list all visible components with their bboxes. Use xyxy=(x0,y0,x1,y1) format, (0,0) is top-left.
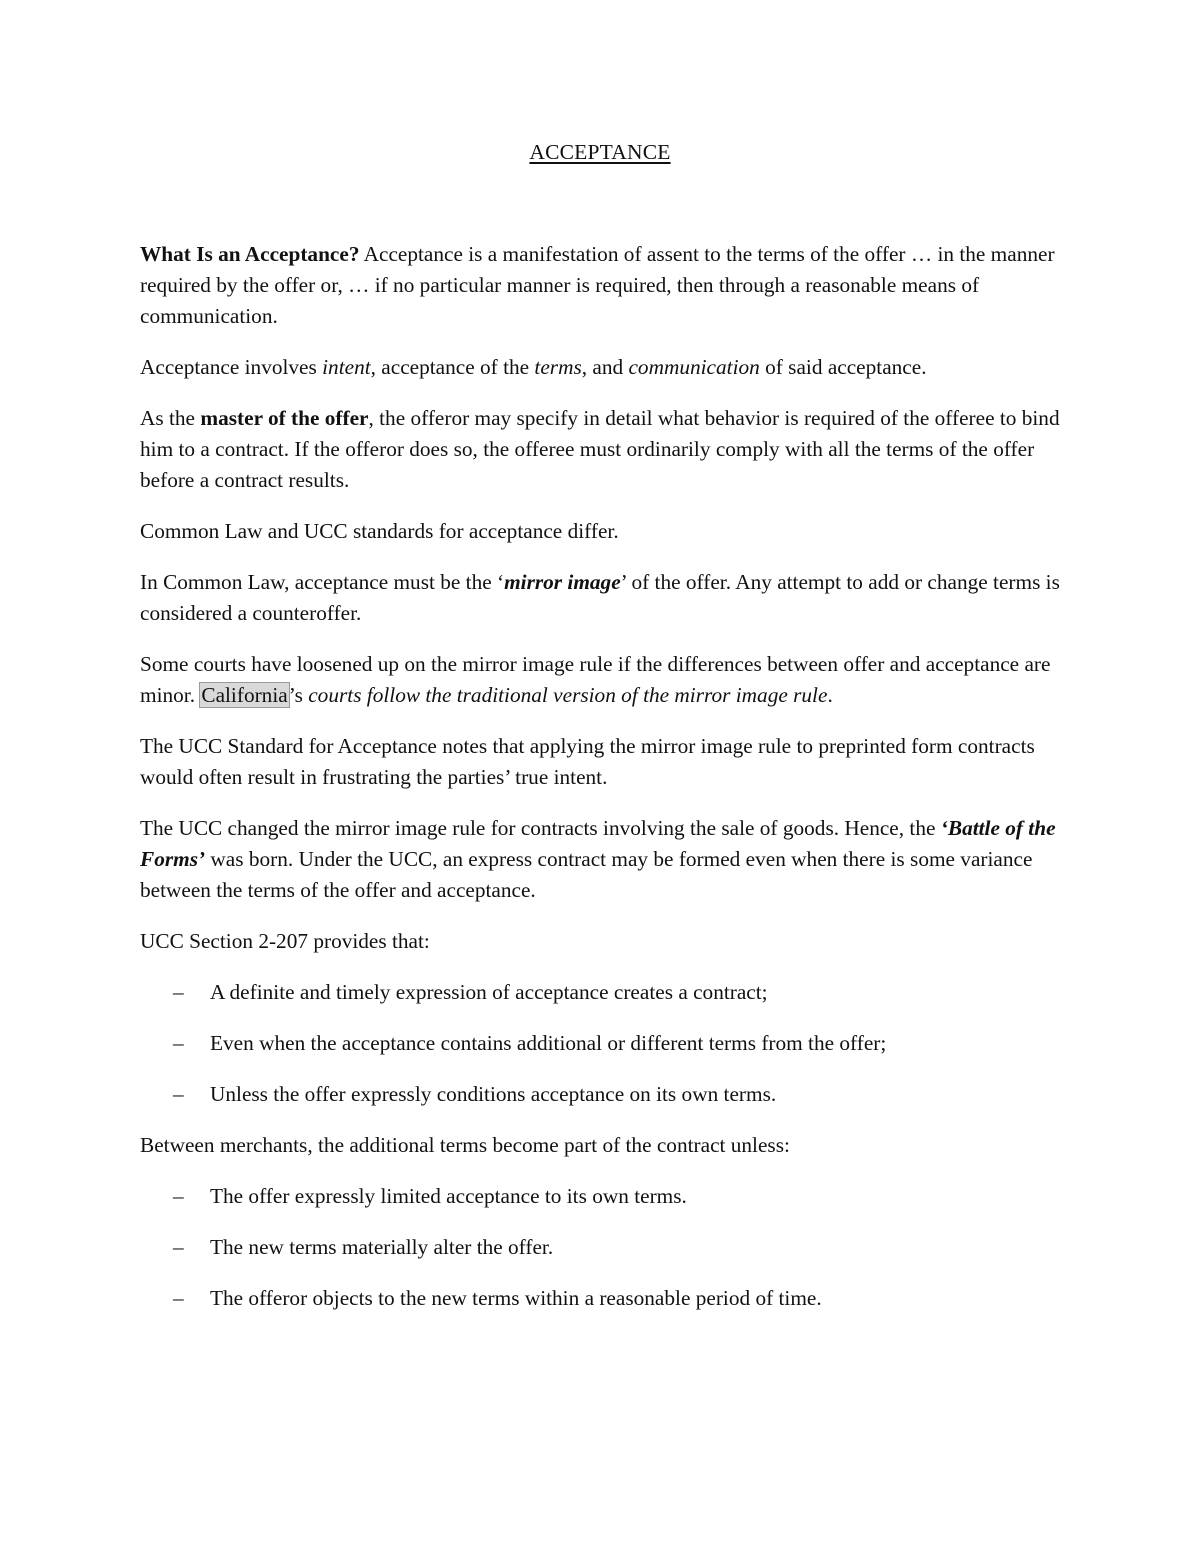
paragraph-text: , the offeror may specify in detail what behavior is required of the offeree to bind him to a contract. If the offeror does so, the offeree must ordinarily comply with all the terms of the offer before a contract results. xyxy=(140,406,1060,492)
emphasis-battle-of-forms: ‘Battle of the Forms’ xyxy=(140,816,1056,871)
paragraph-text: , acceptance of the xyxy=(370,355,535,379)
paragraph-text: Acceptance involves xyxy=(140,355,323,379)
emphasis-mirror-image: mirror image xyxy=(504,570,621,594)
list-item-text: A definite and timely expression of acceptance creates a contract; xyxy=(210,980,768,1004)
paragraph-text: The UCC changed the mirror image rule for contracts involving the sale of goods. Hence, the xyxy=(140,816,941,840)
emphasis-terms: terms xyxy=(534,355,582,379)
heading-what-is-acceptance: What Is an Acceptance? xyxy=(140,242,360,266)
emphasis-courts-follow: courts follow the traditional version of the mirror image rule xyxy=(308,683,828,707)
paragraph-text: ’s xyxy=(288,683,309,707)
dash-bullet-icon: – xyxy=(173,1235,184,1259)
paragraph-between-merchants: Between merchants, the additional terms become part of the contract unless: xyxy=(140,1133,790,1157)
list-item xyxy=(140,1079,1065,1110)
paragraph-ucc-section: UCC Section 2-207 provides that: xyxy=(140,929,430,953)
paragraph-common-law xyxy=(140,567,1065,629)
paragraph-master-of-offer xyxy=(140,403,1065,496)
paragraph-text: , and xyxy=(581,355,629,379)
paragraph-ucc-changed xyxy=(140,813,1065,906)
list-item xyxy=(140,1181,1065,1212)
dash-bullet-icon: – xyxy=(173,1031,184,1055)
paragraph-courts-loosened xyxy=(140,649,1065,711)
paragraph-text: In Common Law, acceptance must be the ‘ xyxy=(140,570,505,594)
list-item xyxy=(140,1232,1065,1263)
paragraph-text: . xyxy=(827,683,833,707)
paragraph-text: ’ of the offer. Any attempt to add or change terms is considered a counteroffer. xyxy=(140,570,1060,625)
dash-bullet-icon: – xyxy=(173,1184,184,1208)
paragraph-text: of said acceptance. xyxy=(759,355,927,379)
paragraph-text: Some courts have loosened up on the mirror image rule if the differences between offer and acceptance are minor. xyxy=(140,652,1051,707)
emphasis-intent: intent xyxy=(322,355,371,379)
list-item xyxy=(140,977,1065,1008)
dash-bullet-icon: – xyxy=(173,1082,184,1106)
paragraph-acceptance-involves xyxy=(140,352,1065,383)
highlighted-text-california[interactable]: California xyxy=(201,683,288,707)
paragraph-what-is-acceptance xyxy=(140,239,1065,332)
list-item-text: The offeror objects to the new terms within a reasonable period of time. xyxy=(210,1286,822,1310)
list-item xyxy=(140,1283,1065,1314)
dash-bullet-icon: – xyxy=(173,1286,184,1310)
document-body xyxy=(140,239,1065,1334)
paragraph-text: As the xyxy=(140,406,201,430)
paragraph-text: Acceptance is a manifestation of assent to the terms of the offer … in the manner required by the offer or, … if no particular manner is required, then through a reasonable means of communication. xyxy=(140,242,1055,328)
list-item-text: Even when the acceptance contains additional or different terms from the offer; xyxy=(210,1031,887,1055)
list-item-text: The new terms materially alter the offer. xyxy=(210,1235,554,1259)
page-title: ACCEPTANCE xyxy=(529,140,671,164)
dash-bullet-icon: – xyxy=(173,980,184,1004)
list-item-text: Unless the offer expressly conditions acceptance on its own terms. xyxy=(210,1082,777,1106)
emphasis-communication: communication xyxy=(628,355,760,379)
list-item-text: The offer expressly limited acceptance to its own terms. xyxy=(210,1184,687,1208)
paragraph-standards-differ: Common Law and UCC standards for acceptance differ. xyxy=(140,519,619,543)
list-item xyxy=(140,1028,1065,1059)
paragraph-text: was born. Under the UCC, an express contract may be formed even when there is some variance between the terms of the offer and acceptance. xyxy=(140,847,1033,902)
emphasis-master-of-offer: master of the offer xyxy=(200,406,369,430)
paragraph-ucc-standard: The UCC Standard for Acceptance notes that applying the mirror image rule to preprinted form contracts would often result in frustrating the parties’ true intent. xyxy=(140,734,1035,789)
